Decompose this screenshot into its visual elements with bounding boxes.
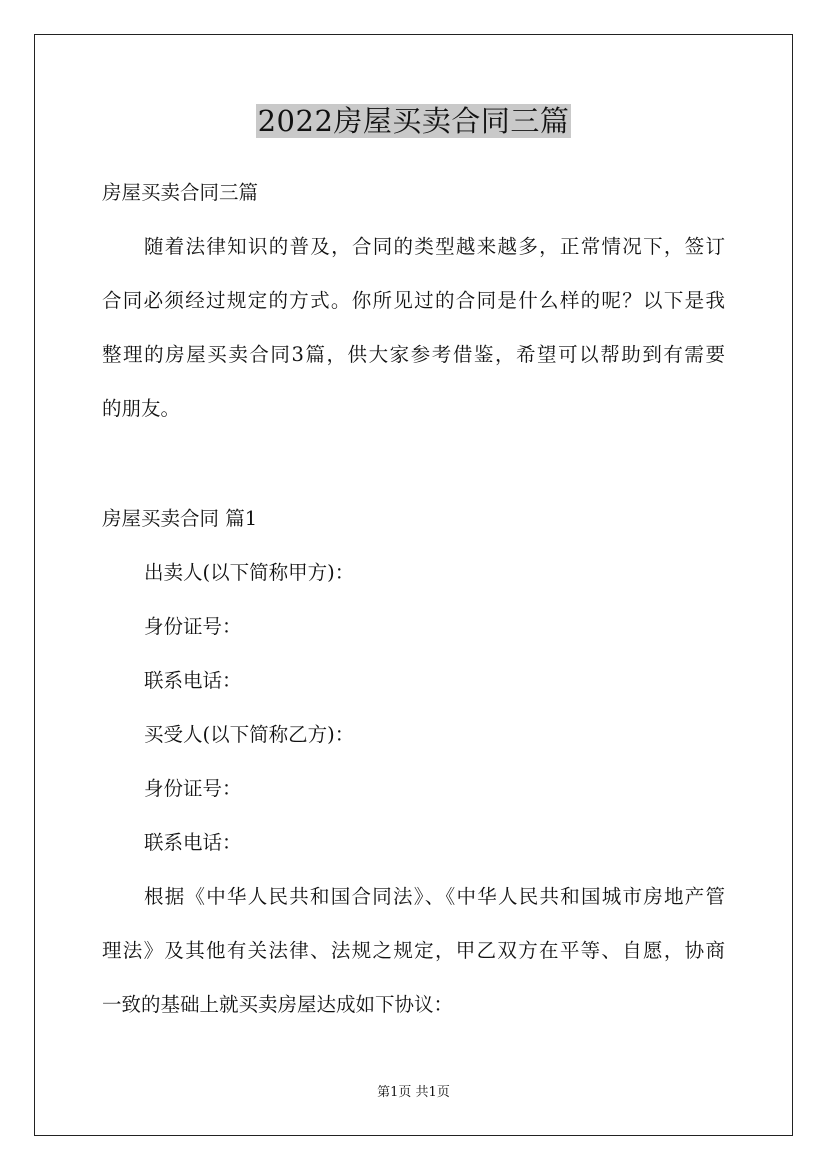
basis-line: 一致的基础上就买卖房屋达成如下协议： [102,993,454,1016]
intro-line: 随着法律知识的普及，合同的类型越来越多，正常情况下，签订 [144,235,725,258]
document-title: 2022房屋买卖合同三篇 [257,104,570,138]
section-heading: 房屋买卖合同 篇1 [102,507,258,530]
party-field: 身份证号： [144,615,242,638]
party-field: 身份证号： [144,777,242,800]
basis-line: 根据《中华人民共和国合同法》、《中华人民共和国城市房地产管 [144,885,725,908]
document-subtitle: 房屋买卖合同三篇 [102,181,259,204]
document-title-wrap [0,100,827,142]
party-field: 联系电话： [144,831,242,854]
intro-line: 整理的房屋买卖合同3篇，供大家参考借鉴，希望可以帮助到有需要 [102,343,725,366]
basis-line: 理法》及其他有关法律、法规之规定，甲乙双方在平等、自愿，协商 [102,939,725,962]
intro-line: 的朋友。 [102,397,181,420]
intro-line: 合同必须经过规定的方式。你所见过的合同是什么样的呢？以下是我 [102,289,725,312]
party-field: 联系电话： [144,669,242,692]
party-field: 买受人(以下简称乙方)： [144,723,355,746]
party-field: 出卖人(以下简称甲方)： [144,561,355,584]
page-footer: 第1页 共1页 [377,1085,450,1100]
